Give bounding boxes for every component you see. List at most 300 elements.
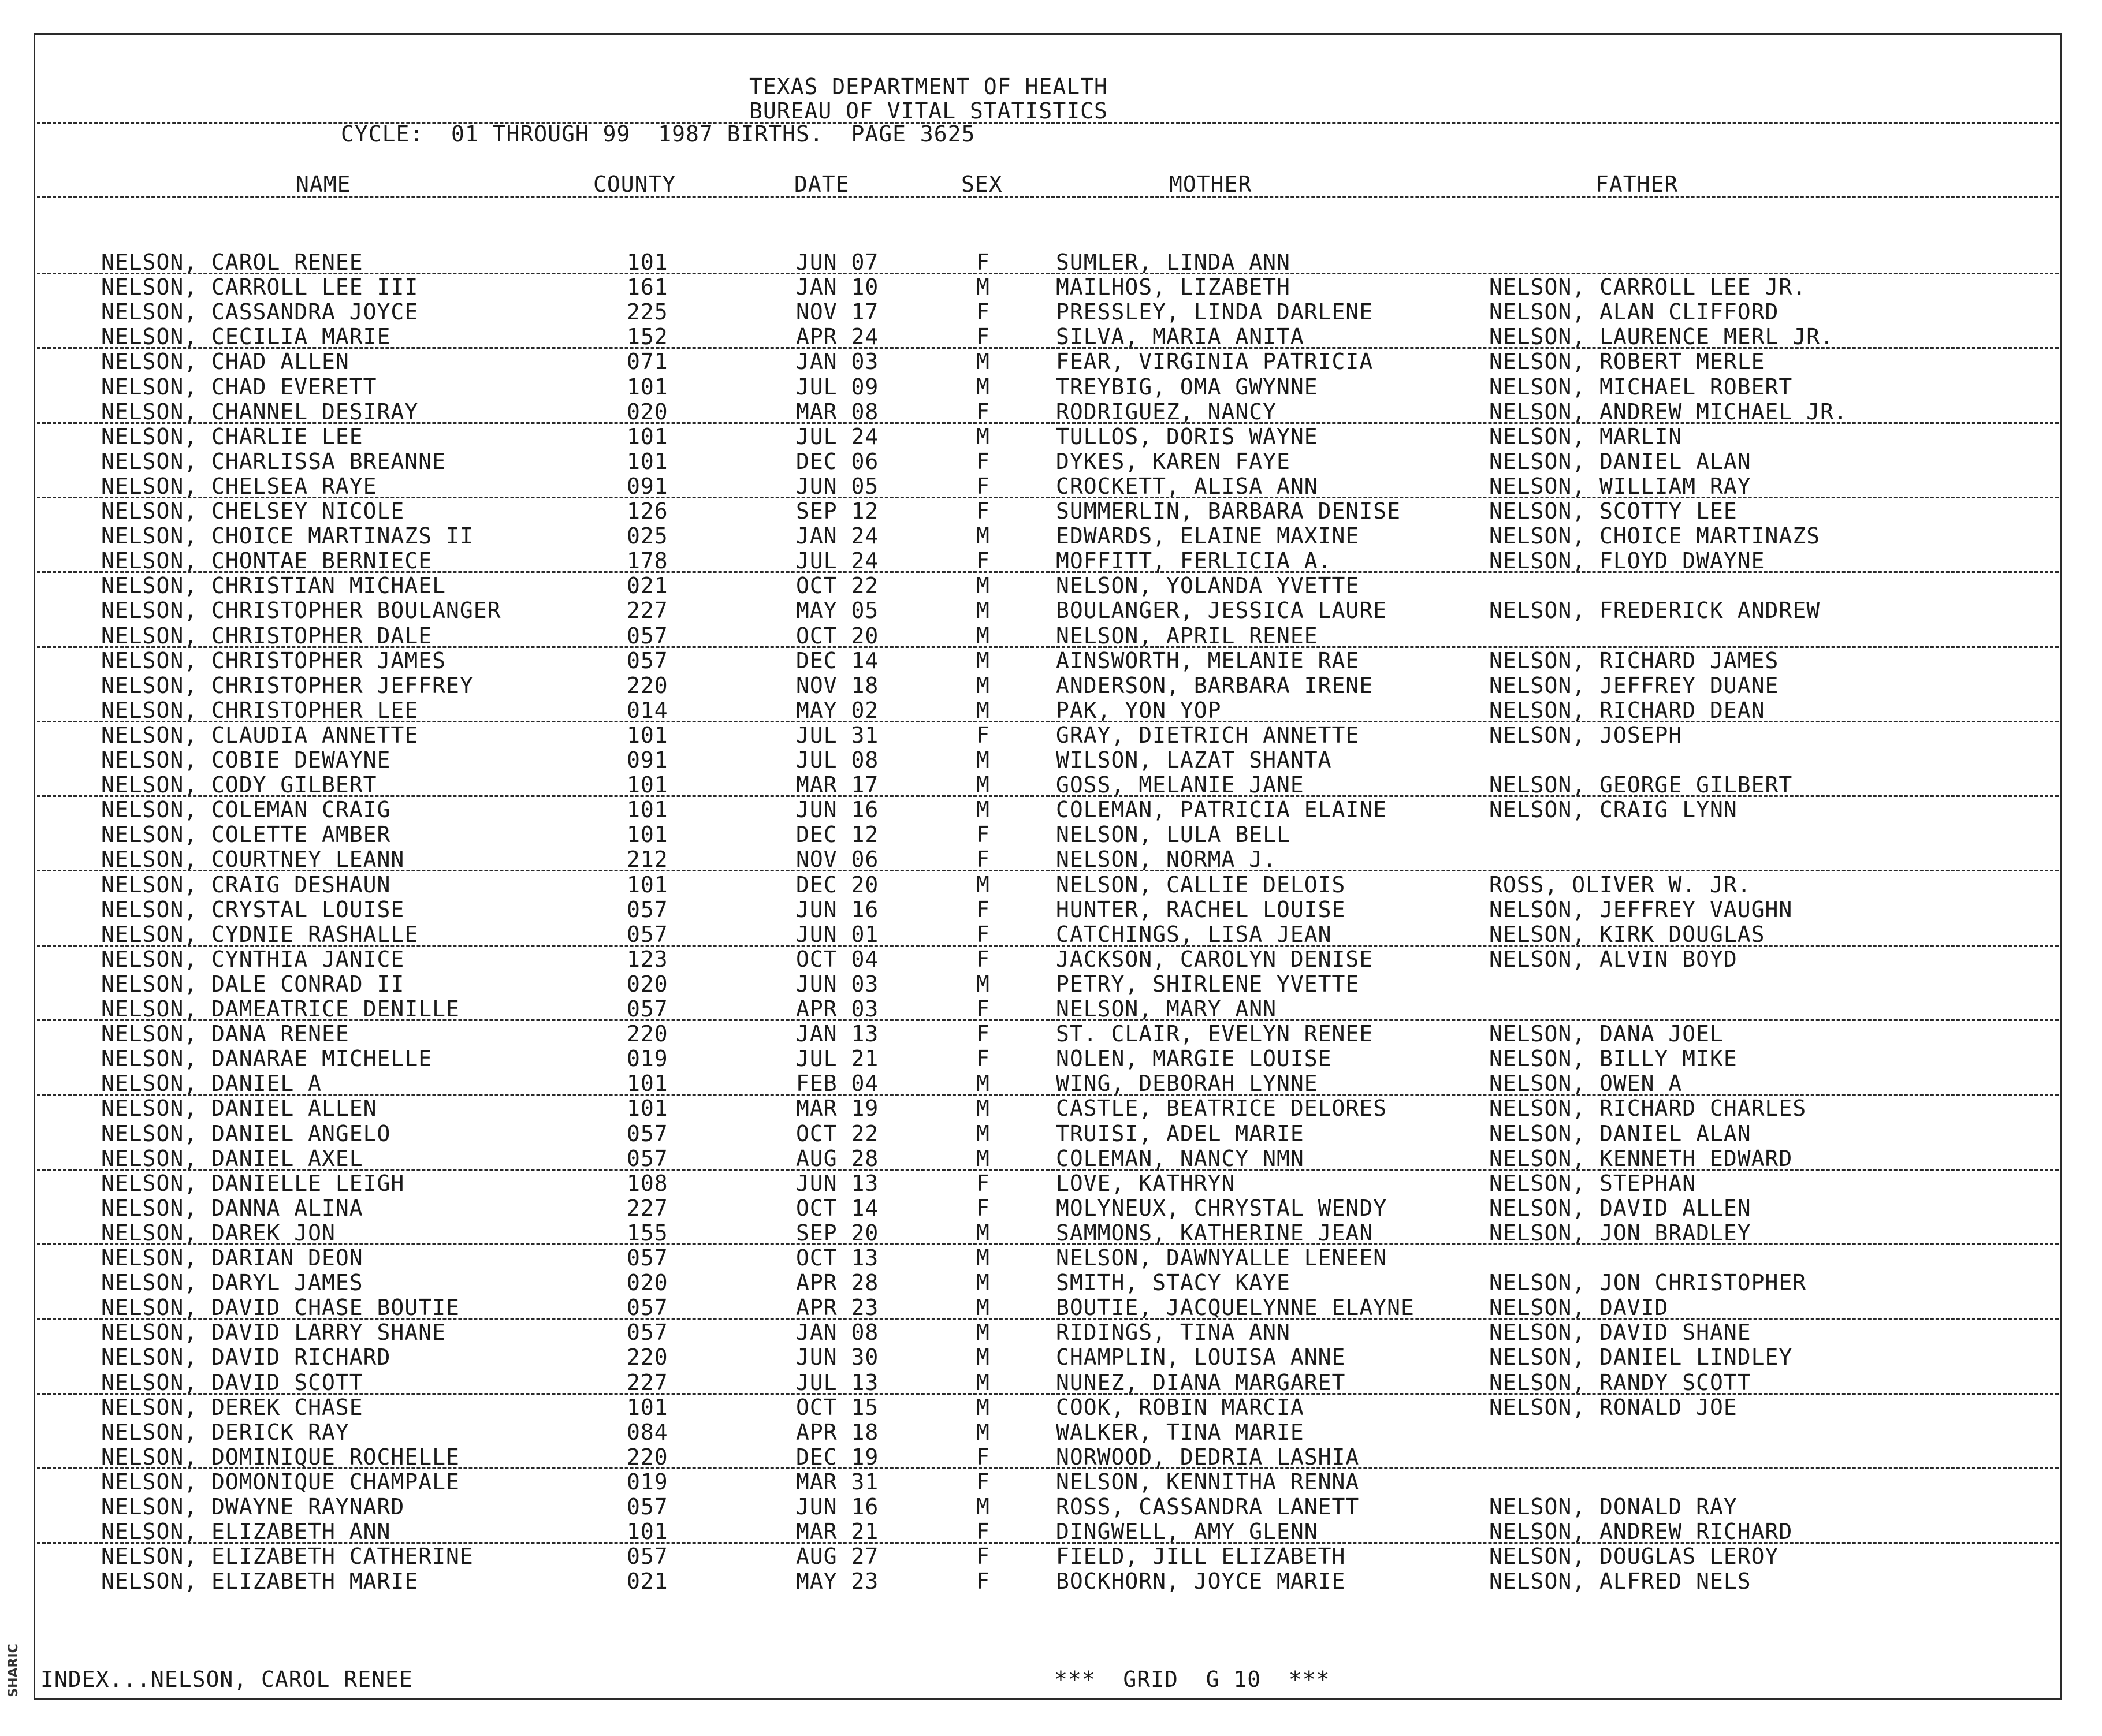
cell-mother: NELSON, MARY ANN xyxy=(1056,996,1277,1022)
cell-father: NELSON, DAVID SHANE xyxy=(1489,1320,1751,1345)
cell-county: 057 xyxy=(627,1544,668,1569)
cell-name: NELSON, COLEMAN CRAIG xyxy=(101,797,391,822)
cell-father: NELSON, MICHAEL ROBERT xyxy=(1489,374,1793,400)
cell-sex: M xyxy=(976,648,990,673)
cell-sex: F xyxy=(976,1569,990,1594)
cell-father: NELSON, ROBERT MERLE xyxy=(1489,349,1765,374)
cell-sex: F xyxy=(976,399,990,424)
side-stamp-text: SHARIC xyxy=(6,1644,21,1697)
cell-sex: M xyxy=(976,872,990,897)
table-row xyxy=(0,872,2102,897)
cell-mother: BOULANGER, JESSICA LAURE xyxy=(1056,598,1387,623)
grid-label: *** GRID G 10 *** xyxy=(1054,1667,1330,1692)
cell-county: 057 xyxy=(627,623,668,649)
cell-name: NELSON, CHRISTOPHER JAMES xyxy=(101,648,446,673)
cell-county: 225 xyxy=(627,299,668,325)
cell-date: JUN 16 xyxy=(796,1494,879,1519)
table-row xyxy=(0,1046,2102,1071)
cell-father: NELSON, RICHARD CHARLES xyxy=(1489,1096,1807,1121)
table-row xyxy=(0,797,2102,822)
cell-father: NELSON, ANDREW RICHARD xyxy=(1489,1519,1793,1544)
cell-mother: GRAY, DIETRICH ANNETTE xyxy=(1056,722,1360,748)
cell-date: JAN 13 xyxy=(796,1021,879,1046)
cell-father: NELSON, DAVID xyxy=(1489,1295,1669,1320)
cell-sex: M xyxy=(976,1395,990,1420)
cell-mother: CATCHINGS, LISA JEAN xyxy=(1056,922,1332,947)
cell-date: JUL 21 xyxy=(796,1046,879,1071)
cell-name: NELSON, CHRISTOPHER DALE xyxy=(101,623,433,649)
cell-mother: TRUISI, ADEL MARIE xyxy=(1056,1121,1304,1146)
cell-name: NELSON, DANA RENEE xyxy=(101,1021,349,1046)
table-row xyxy=(0,1569,2102,1593)
cell-name: NELSON, COURTNEY LEANN xyxy=(101,847,405,872)
cell-date: JUL 31 xyxy=(796,722,879,748)
table-row xyxy=(0,897,2102,922)
table-row xyxy=(0,573,2102,598)
cell-county: 020 xyxy=(627,1270,668,1295)
cell-father: NELSON, JON BRADLEY xyxy=(1489,1220,1751,1246)
table-row xyxy=(0,1519,2102,1544)
cell-date: JAN 10 xyxy=(796,274,879,300)
cell-mother: JACKSON, CAROLYN DENISE xyxy=(1056,947,1374,972)
cell-county: 057 xyxy=(627,1295,668,1320)
cell-name: NELSON, CHONTAE BERNIECE xyxy=(101,548,433,573)
cell-name: NELSON, DAMEATRICE DENILLE xyxy=(101,996,460,1022)
cell-county: 057 xyxy=(627,1121,668,1146)
cell-name: NELSON, CASSANDRA JOYCE xyxy=(101,299,419,325)
cell-county: 021 xyxy=(627,573,668,598)
cell-name: NELSON, CHELSEY NICOLE xyxy=(101,498,405,524)
cell-father: NELSON, WILLIAM RAY xyxy=(1489,474,1751,499)
cell-county: 108 xyxy=(627,1171,668,1196)
cell-sex: F xyxy=(976,822,990,847)
cell-sex: F xyxy=(976,996,990,1022)
cell-father: NELSON, KIRK DOUGLAS xyxy=(1489,922,1765,947)
cell-county: 101 xyxy=(627,449,668,474)
cell-county: 220 xyxy=(627,1344,668,1370)
cell-name: NELSON, DANIEL ALLEN xyxy=(101,1096,377,1121)
cell-sex: M xyxy=(976,1344,990,1370)
cell-mother: SILVA, MARIA ANITA xyxy=(1056,324,1304,349)
cell-county: 101 xyxy=(627,1071,668,1096)
cell-county: 101 xyxy=(627,249,668,275)
cell-sex: F xyxy=(976,922,990,947)
cell-name: NELSON, CLAUDIA ANNETTE xyxy=(101,722,419,748)
cell-county: 057 xyxy=(627,996,668,1022)
row-guide-line xyxy=(37,870,2059,871)
table-row xyxy=(0,1220,2102,1245)
cell-sex: M xyxy=(976,1295,990,1320)
table-row xyxy=(0,698,2102,722)
cell-date: MAY 23 xyxy=(796,1569,879,1594)
table-row xyxy=(0,1270,2102,1295)
table-row xyxy=(0,299,2102,324)
cell-date: JAN 03 xyxy=(796,349,879,374)
cell-sex: F xyxy=(976,1195,990,1221)
cell-county: 123 xyxy=(627,947,668,972)
cell-mother: COOK, ROBIN MARCIA xyxy=(1056,1395,1304,1420)
cell-sex: M xyxy=(976,598,990,623)
cell-date: DEC 06 xyxy=(796,449,879,474)
table-row xyxy=(0,623,2102,648)
table-row xyxy=(0,1096,2102,1120)
cell-county: 057 xyxy=(627,1320,668,1345)
table-row xyxy=(0,1444,2102,1469)
cell-father: NELSON, ALVIN BOYD xyxy=(1489,947,1738,972)
cell-sex: M xyxy=(976,747,990,773)
table-row xyxy=(0,548,2102,573)
cell-sex: M xyxy=(976,1420,990,1445)
cell-father: NELSON, JON CHRISTOPHER xyxy=(1489,1270,1807,1295)
table-row xyxy=(0,274,2102,299)
table-row xyxy=(0,1344,2102,1369)
cell-date: APR 18 xyxy=(796,1420,879,1445)
cell-sex: F xyxy=(976,498,990,524)
cell-date: AUG 27 xyxy=(796,1544,879,1569)
cell-father: NELSON, JOSEPH xyxy=(1489,722,1683,748)
column-header-county: COUNTY xyxy=(593,172,676,197)
cell-date: OCT 15 xyxy=(796,1395,879,1420)
cell-sex: M xyxy=(976,523,990,549)
cell-father: NELSON, ALFRED NELS xyxy=(1489,1569,1751,1594)
cell-mother: NUNEZ, DIANA MARGARET xyxy=(1056,1370,1346,1395)
cell-sex: F xyxy=(976,1519,990,1544)
cell-sex: F xyxy=(976,249,990,275)
cell-name: NELSON, DAVID LARRY SHANE xyxy=(101,1320,446,1345)
cell-sex: M xyxy=(976,1096,990,1121)
cell-name: NELSON, CHELSEA RAYE xyxy=(101,474,377,499)
cell-name: NELSON, CYDNIE RASHALLE xyxy=(101,922,419,947)
table-row xyxy=(0,449,2102,474)
cell-sex: F xyxy=(976,474,990,499)
cell-name: NELSON, CHAD ALLEN xyxy=(101,349,349,374)
cell-date: JUN 03 xyxy=(796,971,879,997)
column-header-sex: SEX xyxy=(961,172,1003,197)
cell-mother: NOLEN, MARGIE LOUISE xyxy=(1056,1046,1332,1071)
cell-father: NELSON, JEFFREY VAUGHN xyxy=(1489,897,1793,922)
cell-sex: M xyxy=(976,971,990,997)
cell-date: MAR 17 xyxy=(796,772,879,798)
cell-date: JUN 16 xyxy=(796,797,879,822)
cell-county: 057 xyxy=(627,1245,668,1271)
cell-mother: HUNTER, RACHEL LOUISE xyxy=(1056,897,1346,922)
cell-date: SEP 20 xyxy=(796,1220,879,1246)
cell-mother: NELSON, NORMA J. xyxy=(1056,847,1277,872)
cell-mother: SMITH, STACY KAYE xyxy=(1056,1270,1290,1295)
table-row xyxy=(0,1121,2102,1146)
table-row xyxy=(0,374,2102,399)
cell-mother: DINGWELL, AMY GLENN xyxy=(1056,1519,1318,1544)
cell-county: 071 xyxy=(627,349,668,374)
cell-name: NELSON, DOMONIQUE CHAMPALE xyxy=(101,1469,460,1495)
cell-name: NELSON, DANIEL ANGELO xyxy=(101,1121,391,1146)
cell-name: NELSON, CHRISTOPHER JEFFREY xyxy=(101,673,474,698)
cell-name: NELSON, COBIE DEWAYNE xyxy=(101,747,391,773)
cell-name: NELSON, CRYSTAL LOUISE xyxy=(101,897,405,922)
cell-name: NELSON, DALE CONRAD II xyxy=(101,971,405,997)
cell-name: NELSON, CHARLIE LEE xyxy=(101,424,363,449)
cell-county: 101 xyxy=(627,822,668,847)
cell-mother: LOVE, KATHRYN xyxy=(1056,1171,1236,1196)
cell-sex: M xyxy=(976,274,990,300)
cell-father: NELSON, SCOTTY LEE xyxy=(1489,498,1738,524)
cell-name: NELSON, CODY GILBERT xyxy=(101,772,377,798)
cell-county: 227 xyxy=(627,1195,668,1221)
cell-name: NELSON, DERICK RAY xyxy=(101,1420,349,1445)
cell-date: JUL 08 xyxy=(796,747,879,773)
cell-date: APR 23 xyxy=(796,1295,879,1320)
cell-county: 101 xyxy=(627,722,668,748)
cell-date: NOV 17 xyxy=(796,299,879,325)
cell-mother: TREYBIG, OMA GWYNNE xyxy=(1056,374,1318,400)
cell-date: DEC 12 xyxy=(796,822,879,847)
column-header-name: NAME xyxy=(296,172,351,197)
cell-name: NELSON, COLETTE AMBER xyxy=(101,822,391,847)
cell-father: NELSON, DANA JOEL xyxy=(1489,1021,1724,1046)
cell-county: 126 xyxy=(627,498,668,524)
cell-county: 101 xyxy=(627,374,668,400)
table-row xyxy=(0,1021,2102,1046)
cell-mother: MAILHOS, LIZABETH xyxy=(1056,274,1290,300)
cell-date: JAN 08 xyxy=(796,1320,879,1345)
cell-name: NELSON, DANARAE MICHELLE xyxy=(101,1046,433,1071)
cell-sex: M xyxy=(976,797,990,822)
cell-name: NELSON, DARYL JAMES xyxy=(101,1270,363,1295)
cell-sex: M xyxy=(976,374,990,400)
cell-father: NELSON, JEFFREY DUANE xyxy=(1489,673,1779,698)
cell-sex: M xyxy=(976,1370,990,1395)
cell-sex: F xyxy=(976,1544,990,1569)
cell-father: NELSON, CRAIG LYNN xyxy=(1489,797,1738,822)
cell-date: OCT 13 xyxy=(796,1245,879,1271)
cell-county: 057 xyxy=(627,897,668,922)
cell-mother: NELSON, CALLIE DELOIS xyxy=(1056,872,1346,897)
cell-county: 019 xyxy=(627,1469,668,1495)
cell-name: NELSON, ELIZABETH ANN xyxy=(101,1519,391,1544)
cell-mother: WILSON, LAZAT SHANTA xyxy=(1056,747,1332,773)
cell-county: 101 xyxy=(627,797,668,822)
cell-name: NELSON, CRAIG DESHAUN xyxy=(101,872,391,897)
cell-father: NELSON, LAURENCE MERL JR. xyxy=(1489,324,1834,349)
table-row xyxy=(0,1420,2102,1444)
cell-county: 019 xyxy=(627,1046,668,1071)
cell-mother: BOCKHORN, JOYCE MARIE xyxy=(1056,1569,1346,1594)
cell-date: MAY 02 xyxy=(796,698,879,723)
cell-county: 091 xyxy=(627,747,668,773)
cell-sex: F xyxy=(976,548,990,573)
cell-date: NOV 06 xyxy=(796,847,879,872)
cell-date: OCT 04 xyxy=(796,947,879,972)
cell-name: NELSON, ELIZABETH CATHERINE xyxy=(101,1544,474,1569)
cell-father: ROSS, OLIVER W. JR. xyxy=(1489,872,1751,897)
cell-father: NELSON, CARROLL LEE JR. xyxy=(1489,274,1807,300)
cell-father: NELSON, KENNETH EDWARD xyxy=(1489,1146,1793,1171)
table-row xyxy=(0,673,2102,698)
cell-county: 220 xyxy=(627,1444,668,1470)
cell-sex: M xyxy=(976,1245,990,1271)
cell-father: NELSON, DANIEL ALAN xyxy=(1489,1121,1751,1146)
cycle-line: CYCLE: 01 THROUGH 99 1987 BIRTHS. PAGE 3625 xyxy=(341,121,976,147)
cell-name: NELSON, DAVID CHASE BOUTIE xyxy=(101,1295,460,1320)
cell-mother: DYKES, KAREN FAYE xyxy=(1056,449,1290,474)
cell-father: NELSON, DONALD RAY xyxy=(1489,1494,1738,1519)
cell-date: JUN 13 xyxy=(796,1171,879,1196)
cell-name: NELSON, CHAD EVERETT xyxy=(101,374,377,400)
cell-father: NELSON, GEORGE GILBERT xyxy=(1489,772,1793,798)
cell-sex: F xyxy=(976,947,990,972)
cell-date: JUL 13 xyxy=(796,1370,879,1395)
cell-mother: NORWOOD, DEDRIA LASHIA xyxy=(1056,1444,1360,1470)
table-row xyxy=(0,822,2102,847)
table-row xyxy=(0,1370,2102,1395)
cell-name: NELSON, CHOICE MARTINAZS II xyxy=(101,523,474,549)
cell-date: JUN 01 xyxy=(796,922,879,947)
cell-name: NELSON, CHANNEL DESIRAY xyxy=(101,399,419,424)
cell-father: NELSON, ANDREW MICHAEL JR. xyxy=(1489,399,1848,424)
cell-father: NELSON, RICHARD DEAN xyxy=(1489,698,1765,723)
cell-mother: MOFFITT, FERLICIA A. xyxy=(1056,548,1332,573)
cell-name: NELSON, DARIAN DEON xyxy=(101,1245,363,1271)
cell-date: MAR 08 xyxy=(796,399,879,424)
cell-date: APR 24 xyxy=(796,324,879,349)
cell-mother: WING, DEBORAH LYNNE xyxy=(1056,1071,1318,1096)
table-row xyxy=(0,947,2102,971)
cell-name: NELSON, CECILIA MARIE xyxy=(101,324,391,349)
table-row xyxy=(0,1171,2102,1195)
table-row xyxy=(0,1071,2102,1096)
table-row xyxy=(0,1544,2102,1569)
cell-name: NELSON, DANIEL AXEL xyxy=(101,1146,363,1171)
cell-sex: M xyxy=(976,1146,990,1171)
cell-mother: FIELD, JILL ELIZABETH xyxy=(1056,1544,1346,1569)
cell-name: NELSON, DAVID RICHARD xyxy=(101,1344,391,1370)
cell-mother: WALKER, TINA MARIE xyxy=(1056,1420,1304,1445)
cell-county: 227 xyxy=(627,1370,668,1395)
cell-father: NELSON, CHOICE MARTINAZS xyxy=(1489,523,1821,549)
cell-sex: M xyxy=(976,1320,990,1345)
cell-name: NELSON, CHRISTIAN MICHAEL xyxy=(101,573,446,598)
cell-county: 152 xyxy=(627,324,668,349)
cell-father: NELSON, DAVID ALLEN xyxy=(1489,1195,1751,1221)
cell-mother: PETRY, SHIRLENE YVETTE xyxy=(1056,971,1360,997)
cell-date: JUL 24 xyxy=(796,548,879,573)
cell-sex: F xyxy=(976,722,990,748)
table-row xyxy=(0,847,2102,871)
table-row xyxy=(0,648,2102,673)
cell-mother: ANDERSON, BARBARA IRENE xyxy=(1056,673,1374,698)
cell-date: MAY 05 xyxy=(796,598,879,623)
cell-county: 220 xyxy=(627,673,668,698)
cell-sex: M xyxy=(976,673,990,698)
table-row xyxy=(0,1295,2102,1320)
table-row xyxy=(0,1469,2102,1494)
cell-name: NELSON, CHRISTOPHER LEE xyxy=(101,698,419,723)
document-title: TEXAS DEPARTMENT OF HEALTH xyxy=(749,74,1108,99)
cell-mother: ST. CLAIR, EVELYN RENEE xyxy=(1056,1021,1374,1046)
table-row xyxy=(0,996,2102,1021)
cell-date: JUN 07 xyxy=(796,249,879,275)
cell-date: OCT 20 xyxy=(796,623,879,649)
cell-county: 101 xyxy=(627,424,668,449)
table-row xyxy=(0,971,2102,996)
cell-father: NELSON, BILLY MIKE xyxy=(1489,1046,1738,1071)
cell-father: NELSON, DANIEL ALAN xyxy=(1489,449,1751,474)
cell-mother: AINSWORTH, MELANIE RAE xyxy=(1056,648,1360,673)
cell-father: NELSON, FREDERICK ANDREW xyxy=(1489,598,1821,623)
cell-name: NELSON, DWAYNE RAYNARD xyxy=(101,1494,405,1519)
cell-mother: PRESSLEY, LINDA DARLENE xyxy=(1056,299,1374,325)
column-header-mother: MOTHER xyxy=(1169,172,1252,197)
cell-date: JAN 24 xyxy=(796,523,879,549)
cell-county: 227 xyxy=(627,598,668,623)
cell-mother: SAMMONS, KATHERINE JEAN xyxy=(1056,1220,1374,1246)
cell-county: 101 xyxy=(627,1519,668,1544)
cell-county: 014 xyxy=(627,698,668,723)
cell-date: DEC 19 xyxy=(796,1444,879,1470)
cell-mother: CASTLE, BEATRICE DELORES xyxy=(1056,1096,1387,1121)
cell-name: NELSON, CHARLISSA BREANNE xyxy=(101,449,446,474)
cell-county: 057 xyxy=(627,1146,668,1171)
cell-mother: TULLOS, DORIS WAYNE xyxy=(1056,424,1318,449)
cell-county: 025 xyxy=(627,523,668,549)
cell-name: NELSON, DEREK CHASE xyxy=(101,1395,363,1420)
cell-county: 101 xyxy=(627,872,668,897)
cell-sex: F xyxy=(976,1021,990,1046)
cell-date: MAR 19 xyxy=(796,1096,879,1121)
cell-father: NELSON, FLOYD DWAYNE xyxy=(1489,548,1765,573)
cell-father: NELSON, RICHARD JAMES xyxy=(1489,648,1779,673)
cell-date: JUN 30 xyxy=(796,1344,879,1370)
cell-mother: SUMLER, LINDA ANN xyxy=(1056,249,1290,275)
cell-date: JUN 16 xyxy=(796,897,879,922)
cell-sex: M xyxy=(976,623,990,649)
cell-sex: F xyxy=(976,1171,990,1196)
cell-mother: BOUTIE, JACQUELYNNE ELAYNE xyxy=(1056,1295,1415,1320)
cell-mother: FEAR, VIRGINIA PATRICIA xyxy=(1056,349,1374,374)
cell-date: JUL 09 xyxy=(796,374,879,400)
cell-sex: F xyxy=(976,299,990,325)
table-row xyxy=(0,1395,2102,1420)
cell-mother: COLEMAN, NANCY NMN xyxy=(1056,1146,1304,1171)
cell-name: NELSON, DANIEL A xyxy=(101,1071,322,1096)
cell-name: NELSON, DAVID SCOTT xyxy=(101,1370,363,1395)
cell-date: FEB 04 xyxy=(796,1071,879,1096)
cell-sex: F xyxy=(976,1046,990,1071)
cell-name: NELSON, CARROLL LEE III xyxy=(101,274,419,300)
cell-county: 101 xyxy=(627,1395,668,1420)
cell-date: SEP 12 xyxy=(796,498,879,524)
cell-father: NELSON, DANIEL LINDLEY xyxy=(1489,1344,1793,1370)
cell-date: DEC 14 xyxy=(796,648,879,673)
cell-father: NELSON, OWEN A xyxy=(1489,1071,1683,1096)
table-row xyxy=(0,922,2102,947)
cell-county: 101 xyxy=(627,772,668,798)
cell-sex: M xyxy=(976,1071,990,1096)
cell-sex: M xyxy=(976,1494,990,1519)
cell-sex: F xyxy=(976,449,990,474)
cell-mother: PAK, YON YOP xyxy=(1056,698,1222,723)
cell-date: MAR 31 xyxy=(796,1469,879,1495)
cell-sex: M xyxy=(976,772,990,798)
cell-name: NELSON, DANNA ALINA xyxy=(101,1195,363,1221)
cell-name: NELSON, CYNTHIA JANICE xyxy=(101,947,405,972)
cell-date: JUN 05 xyxy=(796,474,879,499)
table-row xyxy=(0,598,2102,623)
side-stamp xyxy=(7,1640,30,1704)
cell-sex: M xyxy=(976,1220,990,1246)
cell-mother: CHAMPLIN, LOUISA ANNE xyxy=(1056,1344,1346,1370)
table-row xyxy=(0,1245,2102,1270)
